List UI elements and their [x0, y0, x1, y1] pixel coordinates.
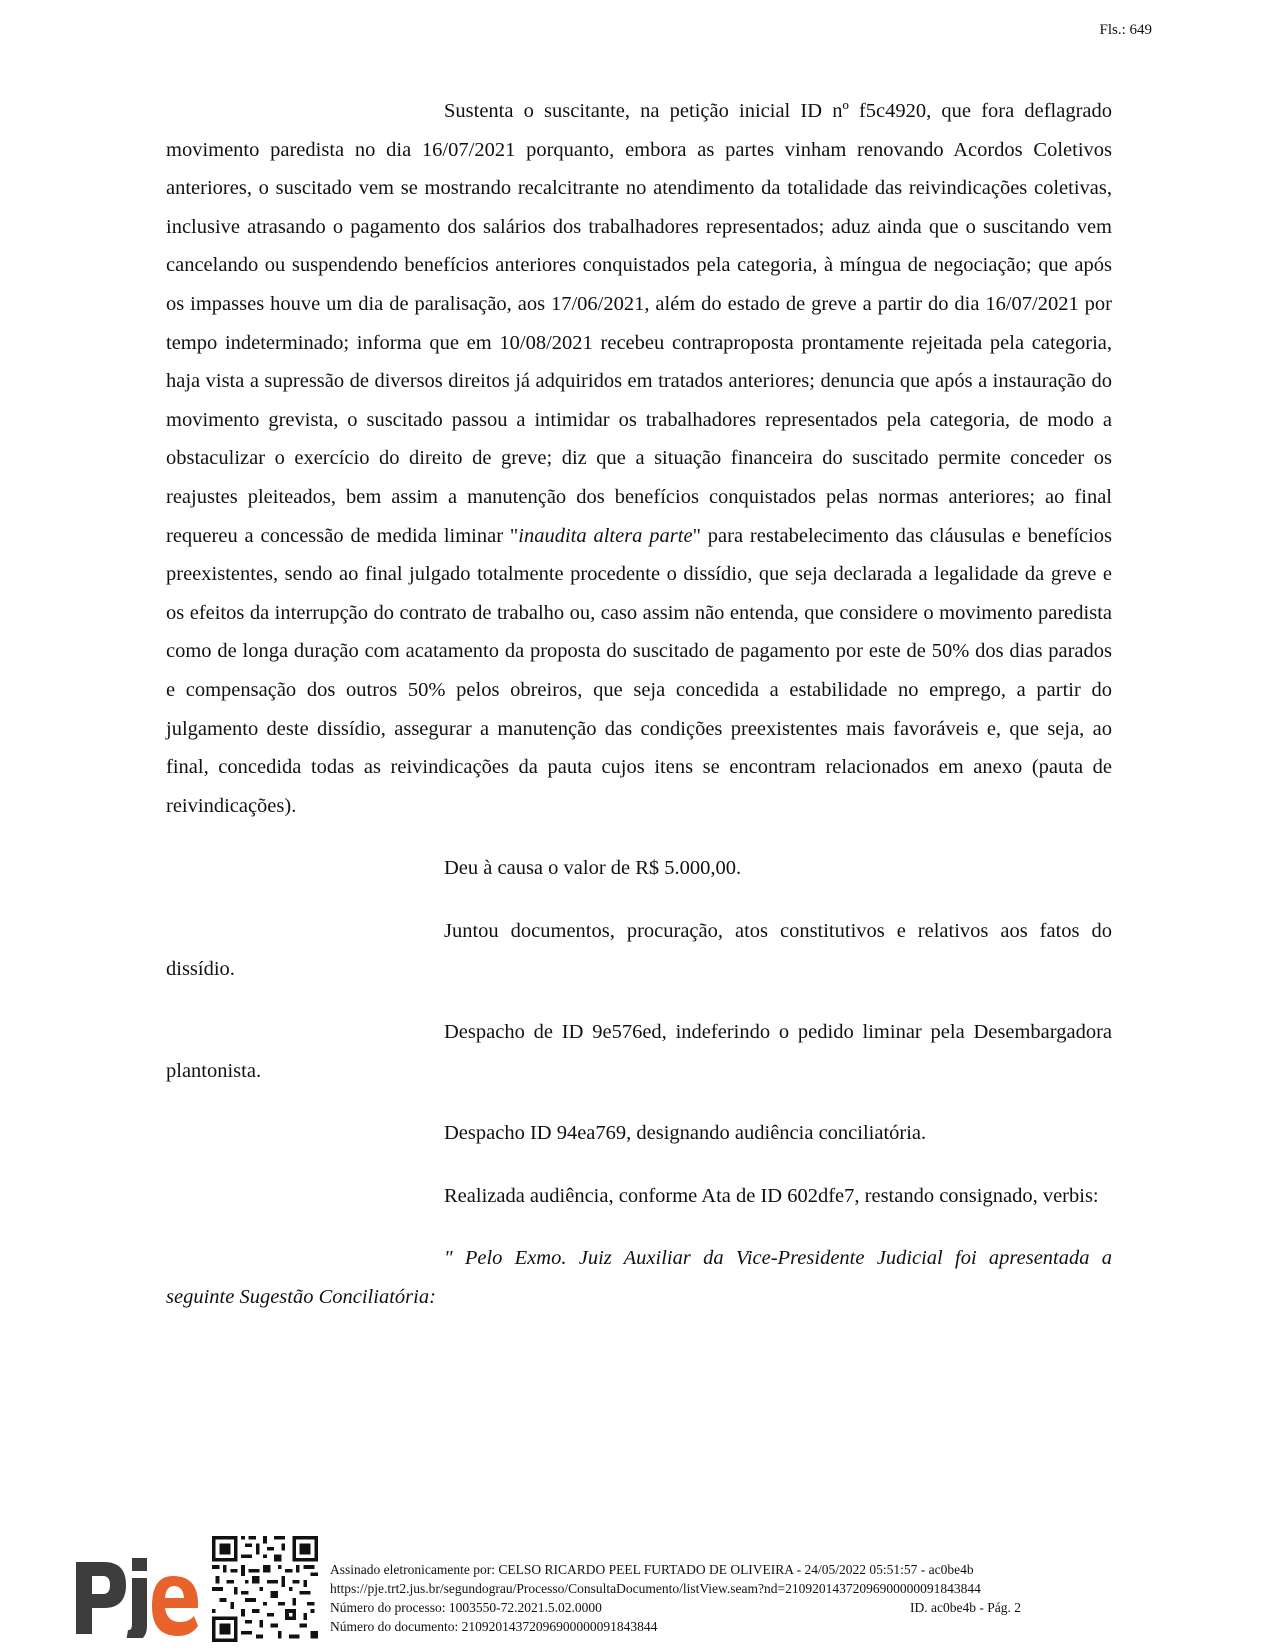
document-url-line: https://pje.trt2.jus.br/segundograu/Processo/ConsultaDocumento/listView.seam?nd=21092014372096900000091843844	[330, 1581, 981, 1596]
paragraph-dispatch-injunction: Despacho de ID 9e576ed, indeferindo o pedido liminar pela Desembargadora plantonista.	[166, 1021, 1112, 1082]
petition-italic-term: inaudita altera parte	[518, 524, 693, 547]
folio-number: Fls.: 649	[1099, 22, 1152, 38]
paragraph-conciliation-quote: " Pelo Exmo. Juiz Auxiliar da Vice-Presidente Judicial foi apresentada a seguinte Sugestão Conciliatória:	[166, 1247, 1112, 1309]
document-body	[166, 92, 1112, 1317]
paragraph-case-value: Deu à causa o valor de R$ 5.000,00.	[444, 857, 742, 880]
paragraph-hearing-record: Realizada audiência, conforme Ata de ID 602dfe7, restando consignado, verbis:	[444, 1184, 1099, 1207]
process-number-row	[330, 1598, 1170, 1617]
document-id-page: ID. ac0be4b - Pág. 2	[910, 1600, 1021, 1615]
paragraph-petition-summary	[166, 92, 1112, 825]
signature-footer	[70, 1534, 1210, 1644]
qr-code-icon	[212, 1536, 318, 1642]
document-number-line: Número do documento: 21092014372096900000091843844	[330, 1619, 658, 1634]
paragraph-dispatch-hearing: Despacho ID 94ea769, designando audiência conciliatória.	[444, 1122, 927, 1145]
petition-text-2: " para restabelecimento das cláusulas e benefícios preexistentes, sendo ao final julgado totalmente procedente o dissídio, que seja declarada a legalidade da greve e os efeitos da interrupção do contrato de trabalho ou, caso assim não entenda, que considere o movimento paredista como de longa duração com acatamento da proposta do suscitado de pagamento por este de 50% dos dias parados e compensação dos outros 50% pelos obreiros, que seja concedida a estabilidade no emprego, a partir do julgamento deste dissídio, assegurar a manutenção das condições preexistentes mais favoráveis e, que seja, ao final, concedida todas as reivindicações da pauta cujos itens se encontram relacionados em anexo (pauta de reivindicações).	[166, 524, 1112, 817]
signature-block	[330, 1560, 1170, 1636]
pje-logo	[70, 1552, 200, 1638]
paragraph-documents: Juntou documentos, procuração, atos constitutivos e relativos aos fatos do dissídio.	[166, 919, 1112, 981]
signed-by-line: Assinado eletronicamente por: CELSO RICARDO PEEL FURTADO DE OLIVEIRA - 24/05/2022 05:51:57 - ac0be4b	[330, 1562, 974, 1577]
petition-text-1: Sustenta o suscitante, na petição inicial ID nº f5c4920, que fora deflagrado movimento paredista no dia 16/07/2021 porquanto, embora as partes vinham renovando Acordos Coletivos anteriores, o suscitado vem se mostrando recalcitrante no atendimento da totalidade das reivindicações coletivas, inclusive atrasando o pagamento dos salários dos trabalhadores representados; aduz ainda que o suscitando vem cancelando ou suspendendo benefícios anteriores conquistados pela categoria, à míngua de negociação; que após os impasses houve um dia de paralisação, aos 17/06/2021, além do estado de greve a partir do dia 16/07/2021 por tempo indeterminado; informa que em 10/08/2021 recebeu contraproposta prontamente rejeitada pela categoria, haja vista a supressão de diversos direitos já adquiridos em tratados anteriores; denuncia que após a instauração do movimento grevista, o suscitado passou a intimidar os trabalhadores representados pela categoria, de modo a obstaculizar o exercício do direito de greve; diz que a situação financeira do suscitado permite conceder os reajustes pleiteados, bem assim a manutenção dos benefícios conquistados pelas normas anteriores; ao final requereu a concessão de medida liminar "	[166, 100, 1112, 547]
process-number: Número do processo: 1003550-72.2021.5.02.0000	[330, 1600, 602, 1615]
